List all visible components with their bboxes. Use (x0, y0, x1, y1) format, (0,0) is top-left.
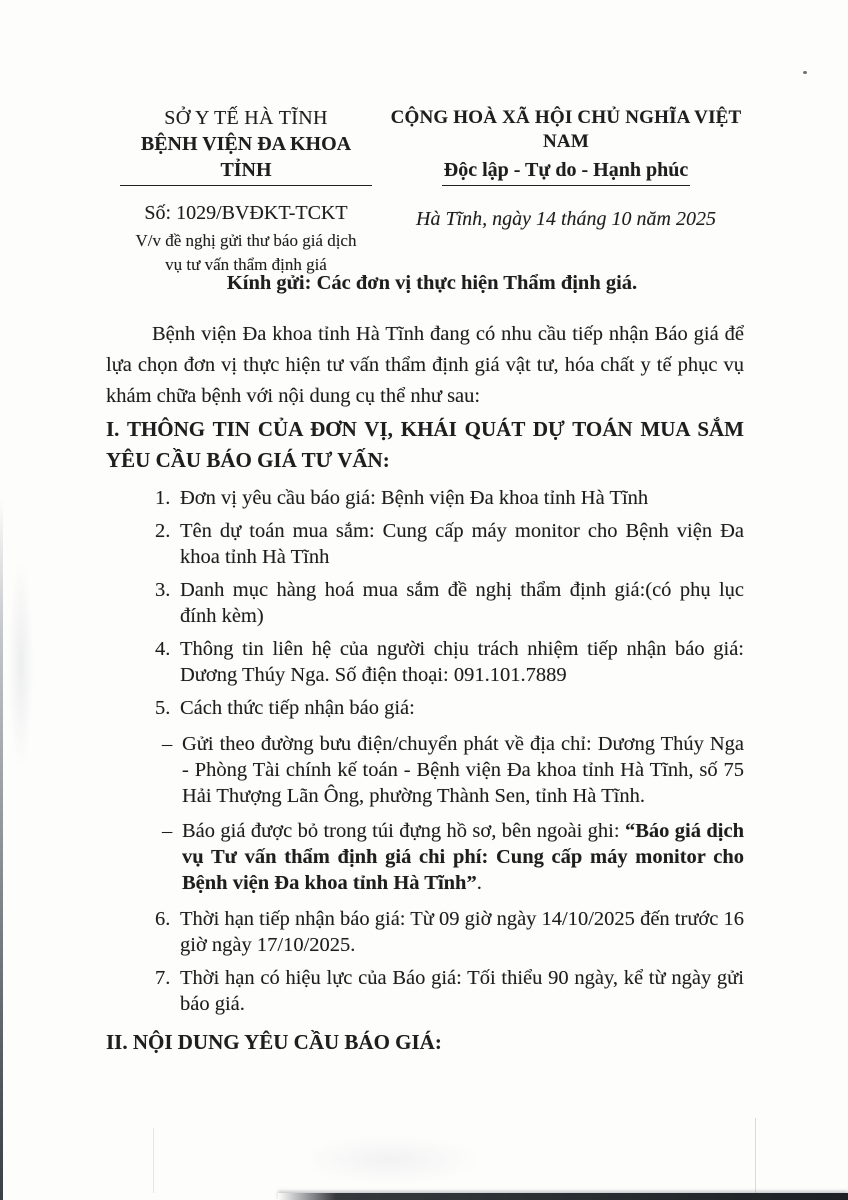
paper-smudge (8, 560, 34, 770)
dash-item-2 (106, 818, 744, 896)
list-item-text: Đơn vị yêu cầu báo giá: Bệnh viện Đa khoa tỉnh Hà Tĩnh (180, 487, 649, 509)
list-item-text: Thời hạn tiếp nhận báo giá: Từ 09 giờ ngày 14/10/2025 đến trước 16 giờ ngày 17/10/2025. (180, 908, 744, 956)
list-item-4 (106, 636, 744, 688)
section-2-heading: II. NỘI DUNG YÊU CẦU BÁO GIÁ: (106, 1030, 442, 1054)
numbered-list (106, 485, 744, 1017)
document-body (106, 268, 744, 1058)
issuing-org-block (120, 106, 372, 277)
subject-line-1: V/v đề nghị gửi thư báo giá dịch (135, 231, 357, 250)
paper-smudge (300, 1135, 480, 1185)
list-item-6 (106, 906, 744, 958)
dash-sub-list (106, 731, 744, 896)
document-number: Số: 1029/BVĐKT-TCKT (144, 202, 348, 224)
scan-fold-line (755, 1118, 756, 1193)
list-item-number: 2. (155, 520, 171, 542)
list-item-text: Tên dự toán mua sắm: Cung cấp máy monitor cho Bệnh viện Đa khoa tỉnh Hà Tĩnh (180, 520, 744, 568)
list-item-text: Danh mục hàng hoá mua sắm đề nghị thẩm định giá:(có phụ lục đính kèm) (180, 579, 744, 627)
dash-marker: – (162, 820, 173, 842)
list-item-1 (106, 485, 744, 511)
dash-marker: – (162, 733, 173, 755)
national-motto (378, 157, 754, 186)
scan-fold-line (153, 1128, 154, 1193)
salutation-line: Kính gửi: Các đơn vị thực hiện Thẩm định giá. (226, 272, 638, 294)
section-1-heading: I. THÔNG TIN CỦA ĐƠN VỊ, KHÁI QUÁT DỰ TOÁN MUA SẮM YÊU CẦU BÁO GIÁ TƯ VẤN: (106, 417, 744, 472)
list-item-text: Thông tin liên hệ của người chịu trách nhiệm tiếp nhận báo giá: Dương Thúy Nga. Số điện thoại: 091.101.7889 (180, 638, 744, 686)
list-item-number: 1. (155, 487, 171, 509)
list-item-5 (106, 695, 744, 721)
dash-item-1 (106, 731, 744, 809)
scan-edge-shadow-left (0, 498, 3, 1200)
dash-item-text-prefix: Báo giá được bỏ trong túi đựng hồ sơ, bên ngoài ghi: (182, 820, 625, 842)
intro-paragraph: Bệnh viện Đa khoa tỉnh Hà Tĩnh đang có nhu cầu tiếp nhận Báo giá để lựa chọn đơn vị thực hiện tư vấn thẩm định giá vật tư, hóa chất y tế phục vụ khám chữa bệnh với nội dung cụ thể như sau: (106, 323, 744, 407)
scan-bottom-bar (278, 1193, 848, 1200)
national-header-block (378, 106, 754, 231)
national-title: CỘNG HOÀ XÃ HỘI CHỦ NGHĨA VIỆT NAM (390, 107, 742, 152)
national-motto-text: Độc lập - Tự do - Hạnh phúc (442, 157, 690, 186)
list-item-text: Thời hạn có hiệu lực của Báo giá: Tối thiểu 90 ngày, kể từ ngày gửi báo giá. (180, 967, 744, 1015)
list-item-text: Cách thức tiếp nhận báo giá: (180, 697, 415, 719)
list-item-number: 4. (155, 638, 171, 660)
document-header (0, 106, 848, 274)
dash-item-text (182, 820, 744, 894)
list-item-3 (106, 577, 744, 629)
scan-speck (803, 71, 807, 74)
place-date-line: Hà Tĩnh, ngày 14 tháng 10 năm 2025 (416, 208, 716, 230)
dash-item-text: Gửi theo đường bưu điện/chuyển phát về địa chỉ: Dương Thúy Nga - Phòng Tài chính kế toán - Bệnh viện Đa khoa tỉnh Hà Tĩnh, số 75 Hải Thượng Lãn Ông, phường Thành Sen, tỉnh Hà Tĩnh. (182, 733, 744, 807)
list-item-2 (106, 518, 744, 570)
list-item-number: 5. (155, 697, 171, 719)
list-item-number: 6. (155, 908, 171, 930)
org-name-text: BỆNH VIỆN ĐA KHOA TỈNH (120, 131, 372, 186)
dash-item-text-bold: “Báo giá dịch vụ Tư vấn thẩm định giá chi phí: Cung cấp máy monitor cho Bệnh viện Đa khoa tỉnh Hà Tĩnh” (182, 820, 744, 894)
list-item-number: 3. (155, 579, 171, 601)
list-item-7 (106, 965, 744, 1017)
list-item-number: 7. (155, 967, 171, 989)
dash-item-text-suffix: . (476, 872, 482, 894)
subject-line-2: vụ tư vấn thẩm định giá (165, 255, 327, 274)
org-parent-name: SỞ Y TẾ HÀ TĨNH (164, 107, 328, 129)
document-subject (120, 229, 372, 277)
org-name (120, 131, 372, 186)
